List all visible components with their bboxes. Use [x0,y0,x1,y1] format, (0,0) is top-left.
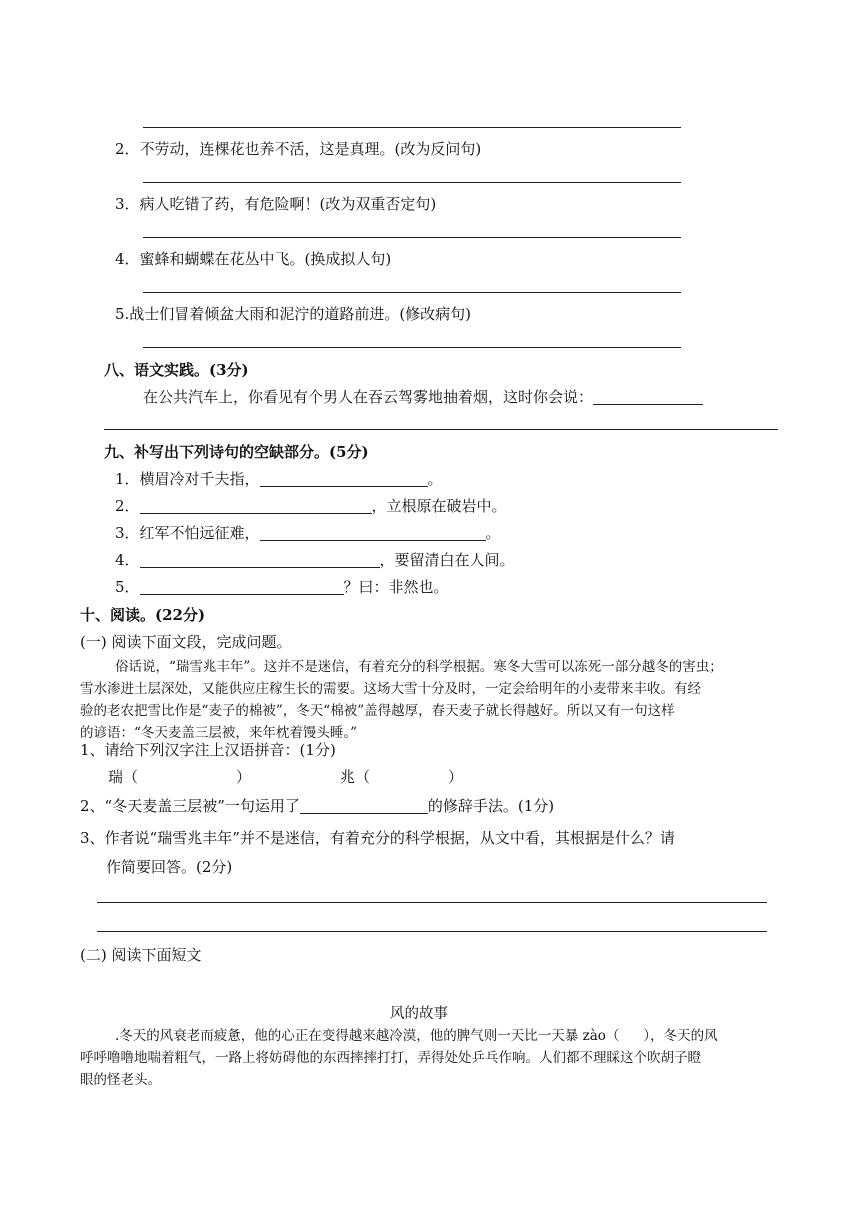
story-title: 风的故事 [390,1006,448,1022]
section-8-prompt-text: 在公共汽车上，你看见有个男人在吞云驾雾地抽着烟，这时你会说： [143,388,594,406]
section-8-heading: 八、语文实践。(3分) [104,361,249,379]
poem-line-4 [115,549,515,570]
poem-line-2-num: 2． [115,497,140,515]
reading-q2-text: 2、“冬天麦盖三层被”一句运用了 [80,797,300,815]
answer-line-q4[interactable] [143,292,681,293]
pinyin-close-rui: ） [236,768,252,786]
answer-line-8[interactable] [104,429,778,430]
question-7-2: 2．不劳动，连棵花也养不活，这是真理。(改为反问句) [115,140,482,158]
passage-1-line-3: 验的老农把雪比作是“麦子的棉被”，冬天“棉被”盖得越厚，春天麦子就长得越好。所以又有一句这样 [80,703,675,719]
pinyin-char-rui: 瑞（ [108,768,139,786]
poem-blank-3[interactable] [260,524,486,541]
story-line-3: 眼的怪老头。 [80,1072,161,1088]
poem-line-2 [115,495,507,516]
poem-blank-4[interactable] [140,551,380,568]
passage-1-line-2: 雪水渗进土层深处，又能供应庄稼生长的需要。这场大雪十分及时，一定会给明年的小麦带来丰收。有经 [80,681,701,697]
story-line-2: 呼呼噜噜地喘着粗气，一路上将妨碍他的东西摔摔打打，弄得处处乒乓作响。人们都不理睬这个吹胡子瞪 [80,1050,701,1066]
pinyin-item-rui [108,766,251,787]
rhetoric-blank[interactable] [300,797,428,814]
question-7-3: 3．病人吃错了药，有危险啊！(改为双重否定句) [115,195,437,213]
poem-line-5 [115,576,449,597]
poem-line-2-text: ，立根原在破岩中。 [371,497,507,515]
section-9-heading: 九、补写出下列诗句的空缺部分。(5分) [104,443,369,461]
poem-line-5-text: ？曰：非然也。 [343,578,449,596]
poem-blank-5[interactable] [140,578,344,595]
poem-line-3-end: 。 [485,524,501,542]
passage-1-line-4: 的谚语：“冬天麦盖三层被，来年枕着馒头睡。” [80,725,358,741]
question-7-5: 5.战士们冒着倾盆大雨和泥泞的道路前进。(修改病句) [115,305,472,323]
poem-line-1 [115,468,443,489]
section-8-prompt [143,386,703,407]
poem-line-3 [115,522,501,543]
reading-q3-line-2: 作简要回答。(2分) [106,858,233,876]
poem-line-1-end: 。 [427,470,443,488]
question-7-4: 4．蜜蜂和蝴蝶在花丛中飞。(换成拟人句) [115,250,392,268]
answer-line-q2[interactable] [143,182,681,183]
story-line-1 [115,1024,718,1044]
section-10-heading: 十、阅读。(22分) [80,606,206,624]
answer-line-q3[interactable] [143,237,681,238]
poem-line-1-text: 1．横眉冷对千夫指， [115,470,260,488]
reading-q1: 1、请给下列汉字注上汉语拼音：(1分) [80,741,336,759]
story-line-1-end: ），冬天的风 [643,1028,718,1044]
section-8-blank[interactable] [593,388,703,405]
poem-blank-2[interactable] [140,497,372,514]
answer-line-q5[interactable] [143,347,681,348]
reading-1-heading: (一) 阅读下面文段，完成问题。 [80,633,292,651]
passage-1-line-1: 俗话说，“瑞雪兆丰年”。这并不是迷信，有着充分的科学根据。寒冬大雪可以冻死一部分越冬的害虫； [115,659,723,675]
poem-line-4-text: ，要留清白在人间。 [379,551,515,569]
story-line-1-text: .冬天的风衰老而疲惫，他的心正在变得越来越冷漠，他的脾气则一天比一天暴 zào（ [115,1028,620,1044]
answer-line-r3-1[interactable] [97,902,767,903]
poem-line-5-num: 5． [115,578,140,596]
answer-line-r3-2[interactable] [97,931,767,932]
pinyin-item-zhao [340,766,463,787]
reading-2-heading: (二) 阅读下面短文 [80,946,202,964]
poem-line-3-text: 3．红军不怕远征难， [115,524,260,542]
pinyin-close-zhao: ） [448,768,464,786]
pinyin-char-zhao: 兆（ [340,768,371,786]
reading-q3-line-1: 3、作者说“瑞雪兆丰年”并不是迷信，有着充分的科学根据，从文中看，其根据是什么？请 [80,829,675,847]
answer-line-q1[interactable] [143,127,681,128]
reading-q2 [80,795,554,816]
reading-q2-end: 的修辞手法。(1分) [427,797,555,815]
poem-line-4-num: 4． [115,551,140,569]
poem-blank-1[interactable] [260,470,428,487]
